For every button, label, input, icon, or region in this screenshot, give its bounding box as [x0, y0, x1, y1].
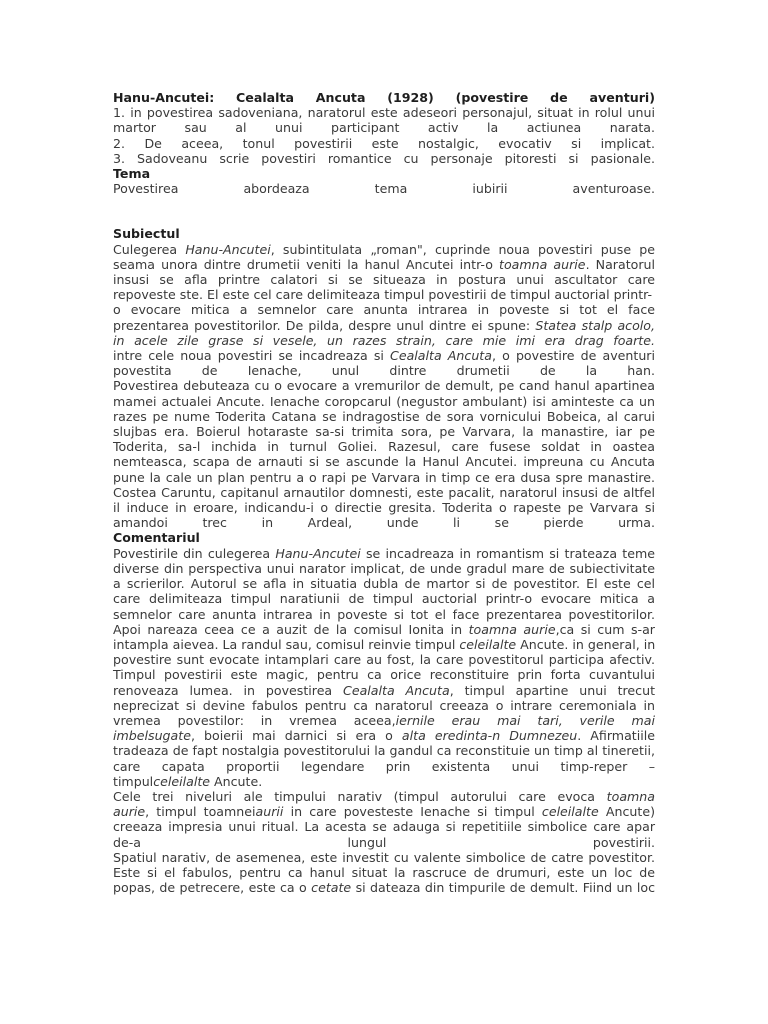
text-line: vremea povestilor: in vremea aceea,iernile erau mai tari, verile mai — [113, 712, 655, 728]
text-line: semnelor care anunta intrarea in poveste si tot el face prezentarea povestitorilor. — [113, 606, 655, 622]
text-line: Costea Caruntu, capitanul arnautilor domnesti, este pacalit, naratorul insusi de altfel — [113, 484, 655, 500]
text-line: o evocare mitica a semnelor care anunta intrarea in poveste si tot el face — [113, 302, 655, 318]
text-line: Povestirile din culegerea Hanu-Ancutei se incadreaza in romantism si trateaza teme — [113, 545, 655, 561]
text-line: timpulceleilalte Ancute. — [113, 773, 263, 789]
section-spacer — [113, 196, 655, 226]
text-line: prezentarea povestitorilor. De pilda, despre unul dintre ei spune: Statea stalp acolo, — [113, 317, 655, 333]
text-line: mamei actualei Ancute. Ienache coropcarul (negustor ambulant) isi aminteste ca un — [113, 393, 655, 409]
text-line: popas, de petrecere, este ca o cetate si dateaza din timpurile de demult. Fiind un loc — [113, 880, 656, 896]
text-line: repoveste ste. El este cel care delimiteaza timpul povestirii de timpul auctorial printr- — [113, 287, 653, 303]
text-line: aurie, timpul toamneiaurii in care povesteste Ienache si timpul celeilalte Ancute) — [113, 804, 656, 820]
text-line: care capata proportii legendare prin existenta unui timp-reper – — [113, 758, 655, 774]
list-item-1: 1. in povestirea sadoveniana, naratorul este adeseori personajul, situat in rolul unui — [113, 105, 655, 121]
tema-paragraph: Povestirea abordeaza tema iubirii aventuroase. — [113, 181, 655, 197]
text-line: povestita de Ienache, unul dintre drumetii de la han. — [113, 363, 655, 379]
text-line: amandoi trec in Ardeal, unde li se pierde urma. — [113, 515, 655, 531]
text-line: creeaza impresia unui ritual. La acesta se adauga si repetitiile simbolice care apar — [113, 819, 655, 835]
text-line: insusi se afla printre calatori si se situeaza in postura unui ascultator care — [113, 272, 655, 288]
text-line: nemteasca, scapa de arnauti si se ascunde la Hanul Ancutei. impreuna cu Ancuta — [113, 454, 655, 470]
text-line: diverse din perspectiva unui narator implicat, de unde gradul mare de subiectivitate — [113, 560, 655, 576]
text-line: tradeaza de fapt nostalgia povestitorului la gandul ca reconstituie un timp al tineretii, — [113, 743, 655, 759]
text-line: Povestirea debuteaza cu o evocare a vremurilor de demult, pe cand hanul apartinea — [113, 378, 655, 394]
text-line: pune la cale un plan pentru a o rapi pe Varvara in timp ce era dusa spre manastire. — [113, 469, 655, 485]
text-line: Timpul povestirii este magic, pentru ca orice reconstituire prin forta cuvantului — [113, 667, 655, 683]
text-line: renoveaza lumea. in povestirea Cealalta Ancuta, timpul apartine unui trecut — [113, 682, 656, 698]
text-line: de-a lungul povestirii. — [113, 834, 655, 850]
list-item-3: 3. Sadoveanu scrie povestiri romantice cu personaje pitoresti si pasionale. — [113, 150, 655, 166]
text-line: povestire sunt evocate intamplari care au fost, la care povestitorul participa afectiv. — [113, 652, 655, 668]
section-heading-subiectul: Subiectul — [113, 226, 180, 242]
text-line: in acele zile grase si vesele, un razes strain, care mie imi era drag foarte. — [113, 332, 655, 348]
text-line: intre cele noua povestiri se incadreaza si Cealalta Ancuta, o povestire de aventuri — [113, 348, 655, 364]
text-line: intampla aievea. La randul sau, comisul reinvie timpul celeilalte Ancute. in general, in — [113, 636, 656, 652]
list-item-2: 2. De aceea, tonul povestirii este nostalgic, evocativ si implicat. — [113, 135, 655, 151]
subiectul-paragraph — [113, 242, 655, 531]
text-line: Spatiul narativ, de asemenea, este investit cu valente simbolice de catre povestitor. — [113, 849, 655, 865]
text-line: care delimiteaza timpul naratiunii de timpul auctorial printr-o evocare mitica a — [113, 591, 655, 607]
section-heading-tema: Tema — [113, 166, 151, 182]
text-line: Cele trei niveluri ale timpului narativ (timpul autorului care evoca toamna — [113, 788, 655, 804]
list-item-1-continued: martor sau al unui participant activ la actiunea narata. — [113, 120, 655, 136]
text-line: Culegerea Hanu-Ancutei, subintitulata „roman", cuprinde noua povestiri puse pe — [113, 241, 655, 257]
text-line: Apoi nareaza ceea ce a auzit de la comisul Ionita in toamna aurie,ca si cum s-ar — [113, 621, 655, 637]
text-line: Este si el fabulos, pentru ca hanul situat la rascruce de drumuri, este un loc de — [113, 864, 655, 880]
text-line: il induce in eroare, indicandu-i o directie gresita. Toderita o rapeste pe Varvara si — [113, 500, 655, 516]
text-line: razes pe nume Toderita Catana se indragostise de sora vornicului Bobeica, al carui — [113, 408, 655, 424]
text-line: imbelsugate, boierii mai darnici si era o alta eredinta-n Dumnezeu. Afirmatiile — [113, 728, 655, 744]
text-line: a scrierilor. Autorul se afla in situatia dubla de martor si de povestitor. El este cel — [113, 576, 655, 592]
text-line: seama unora dintre drumetii veniti la hanul Ancutei intr-o toamna aurie. Naratorul — [113, 256, 655, 272]
section-heading-comentariul: Comentariul — [113, 530, 200, 546]
document-title: Hanu-Ancutei: Cealalta Ancuta (1928) (povestire de aventuri) — [113, 90, 655, 105]
text-line: neprecizat si devine fabulos pentru ca naratorul creeaza o intrare ceremoniala in — [113, 697, 655, 713]
comentariul-paragraph — [113, 546, 655, 896]
text-line: slujbas era. Boierul hotaraste sa-si trimita sora, pe Varvara, la manastire, iar pe — [113, 424, 655, 440]
text-line: Toderita, sa-l inchida in turnul Goliei. Razesul, care fusese soldat in oastea — [113, 439, 655, 455]
